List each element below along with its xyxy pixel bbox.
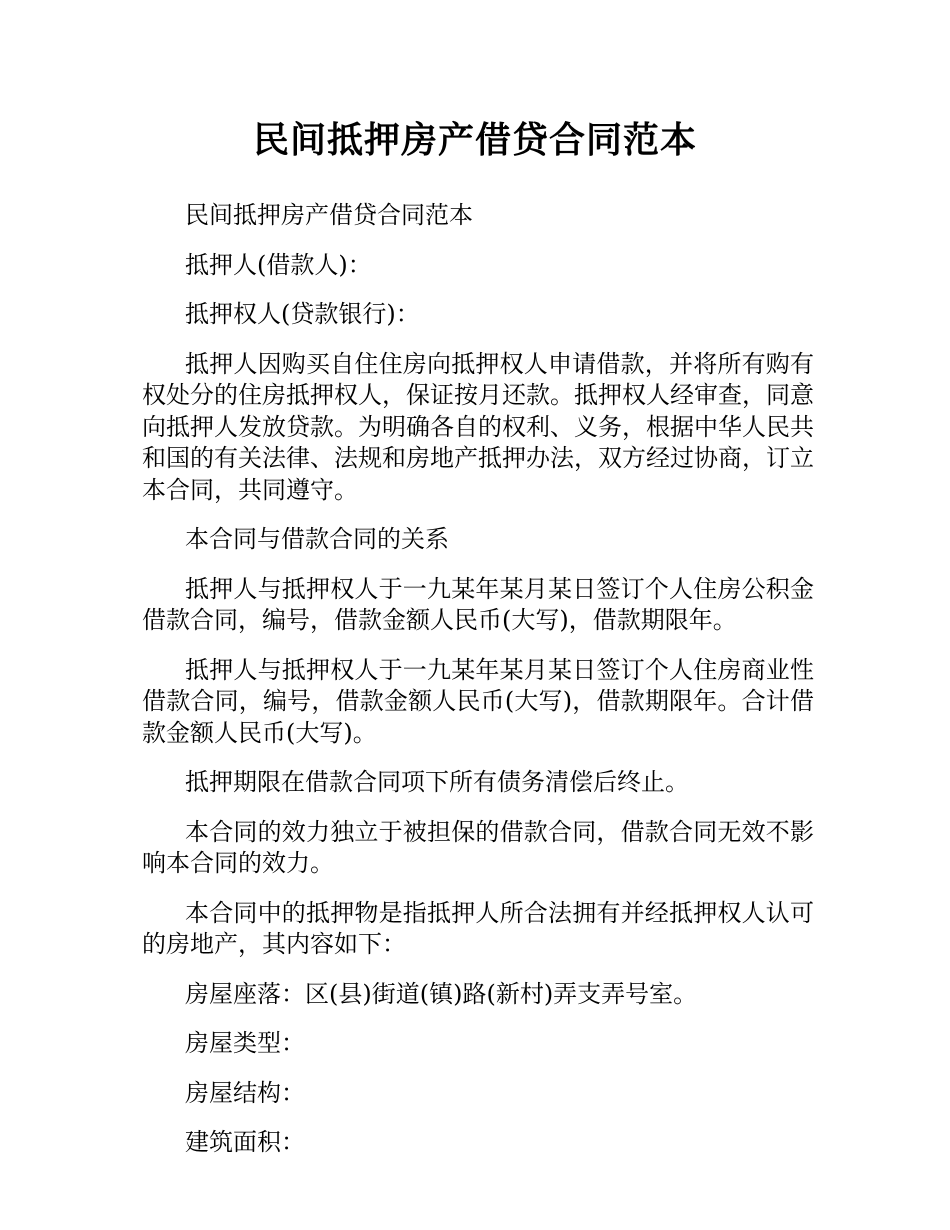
paragraph-section-relation: 本合同与借款合同的关系: [185, 525, 449, 553]
paragraph-contract-validity: 本合同的效力独立于被担保的借款合同，借款合同无效不影响本合同的效力。: [142, 817, 814, 877]
paragraph-commercial-loan: 抵押人与抵押权人于一九某年某月某日签订个人住房商业性借款合同，编号，借款金额人民币(大写)，借款期限年。合计借款金额人民币(大写)。: [142, 655, 814, 747]
paragraph-mortgage-term: 抵押期限在借款合同项下所有债务清偿后终止。: [185, 768, 689, 796]
paragraph-preamble: 抵押人因购买自住住房向抵押权人申请借款，并将所有购有权处分的住房抵押权人，保证按月还款。抵押权人经审查，同意向抵押人发放贷款。为明确各自的权利、义务，根据中华人民共和国的有关法律、法规和房地产抵押办法，双方经过协商，订立本合同，共同遵守。: [142, 349, 814, 504]
paragraph-mortgagee: 抵押权人(贷款银行)：: [185, 300, 420, 328]
paragraph-provident-fund-loan: 抵押人与抵押权人于一九某年某月某日签订个人住房公积金借款合同，编号，借款金额人民币(大写)，借款期限年。: [142, 574, 814, 634]
paragraph-collateral-definition: 本合同中的抵押物是指抵押人所合法拥有并经抵押权人认可的房地产，其内容如下：: [142, 898, 814, 958]
document-body: [142, 200, 814, 1177]
paragraph-mortgagor: 抵押人(借款人)：: [185, 250, 372, 279]
document-title: 民间抵押房产借贷合同范本: [252, 120, 697, 161]
paragraph-heading-repeat: 民间抵押房产借贷合同范本: [185, 201, 473, 229]
paragraph-floor-area: 建筑面积：: [185, 1128, 305, 1156]
paragraph-house-location: 房屋座落：区(县)街道(镇)路(新村)弄支弄号室。: [185, 979, 698, 1008]
paragraph-house-type: 房屋类型：: [185, 1029, 305, 1057]
paragraph-house-structure: 房屋结构：: [185, 1078, 305, 1107]
